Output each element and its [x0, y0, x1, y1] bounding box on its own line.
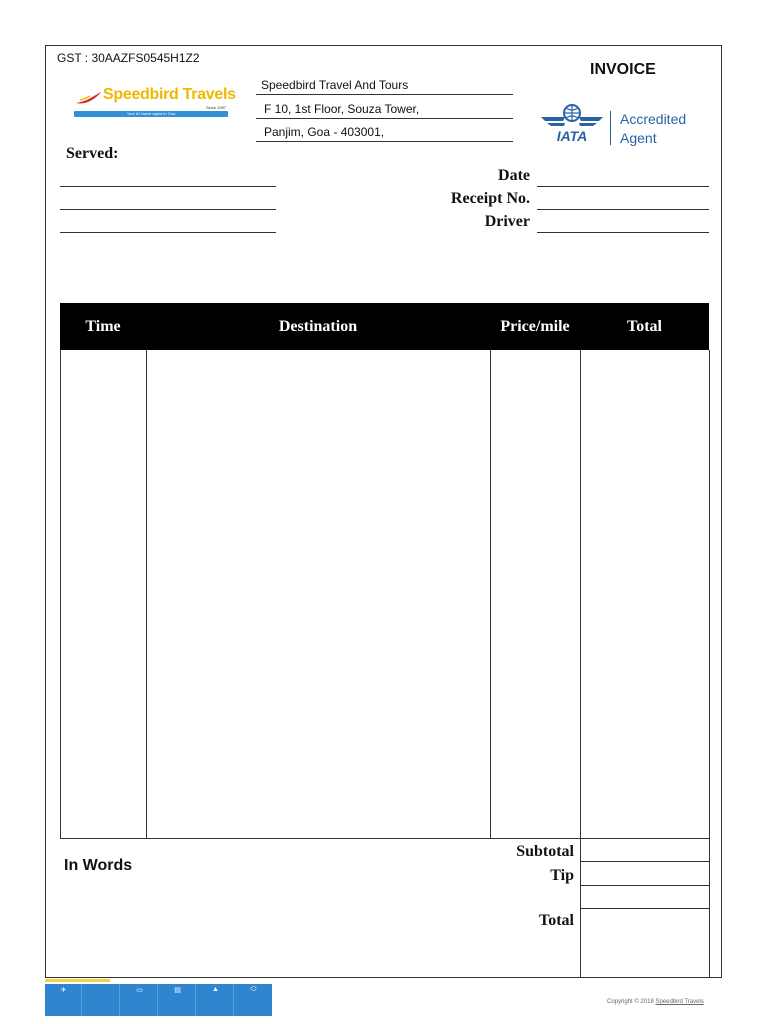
gst-number: GST : 30AAZFS0545H1Z2: [57, 51, 200, 65]
address-line-2: F 10, 1st Floor, Souza Tower,: [264, 102, 420, 116]
iata-accredited: Accredited: [620, 111, 687, 127]
driver-label: Driver: [484, 213, 530, 230]
subtotal-label: Subtotal: [516, 843, 574, 860]
address-underline-3: [256, 141, 513, 142]
tip-line: [580, 885, 710, 886]
speedbird-logo-icon: [74, 90, 102, 106]
column-header-price-per-mile: Price/mile: [500, 318, 570, 335]
served-line-3[interactable]: [60, 232, 276, 233]
logo-name: Speedbird Travels: [103, 86, 236, 103]
in-words-label: In Words: [64, 857, 133, 874]
tip-label: Tip: [550, 867, 574, 884]
tip-field[interactable]: [581, 862, 709, 884]
invoice-title: INVOICE: [590, 61, 656, 78]
bus-icon: ▭: [136, 987, 143, 994]
copyright-text: Copyright © 2018: [607, 999, 654, 1005]
total-field[interactable]: [581, 909, 709, 977]
logo-tagline: Your #1 travel agent in Goa: [126, 111, 176, 116]
total-cell[interactable]: [581, 351, 709, 838]
affiliation-cell-2: [83, 984, 120, 1016]
footer-strip-accent: [45, 979, 110, 982]
column-header-time: Time: [85, 318, 121, 335]
card-icon: ▤: [174, 987, 181, 994]
date-field[interactable]: [537, 186, 709, 187]
iata-agent: Agent: [620, 130, 657, 146]
iata-logo-text: IATA: [556, 128, 588, 144]
column-header-destination: Destination: [278, 318, 358, 335]
address-line-3: Panjim, Goa - 403001,: [264, 125, 385, 139]
receipt-label: Receipt No.: [450, 190, 530, 207]
logo-since: Since 1997: [206, 105, 227, 110]
subtotal-field[interactable]: [581, 840, 709, 860]
copyright-link[interactable]: Speedbird Travels: [655, 999, 704, 1005]
time-cell[interactable]: [61, 351, 146, 838]
price-per-mile-cell[interactable]: [491, 351, 580, 838]
address-underline-1: [256, 94, 513, 95]
table-bottom-line: [60, 838, 710, 839]
served-line-1[interactable]: [60, 186, 276, 187]
table-border-right: [709, 350, 710, 978]
destination-cell[interactable]: [147, 351, 490, 838]
served-line-2[interactable]: [60, 209, 276, 210]
served-label: Served:: [66, 145, 119, 162]
plane-icon: ✈: [60, 987, 67, 994]
driver-field[interactable]: [537, 232, 709, 233]
copyright: [607, 999, 704, 1005]
iata-logo-icon: [541, 103, 603, 145]
column-header-total: Total: [627, 318, 662, 335]
address-underline-2: [256, 118, 513, 119]
total-label: Total: [539, 912, 574, 929]
iata-divider: [610, 111, 611, 145]
receipt-field[interactable]: [537, 209, 709, 210]
address-line-1: Speedbird Travel And Tours: [261, 78, 409, 92]
date-label: Date: [498, 167, 530, 184]
triangle-icon: ▲: [212, 986, 219, 993]
badge-icon: ⬭: [250, 986, 257, 993]
